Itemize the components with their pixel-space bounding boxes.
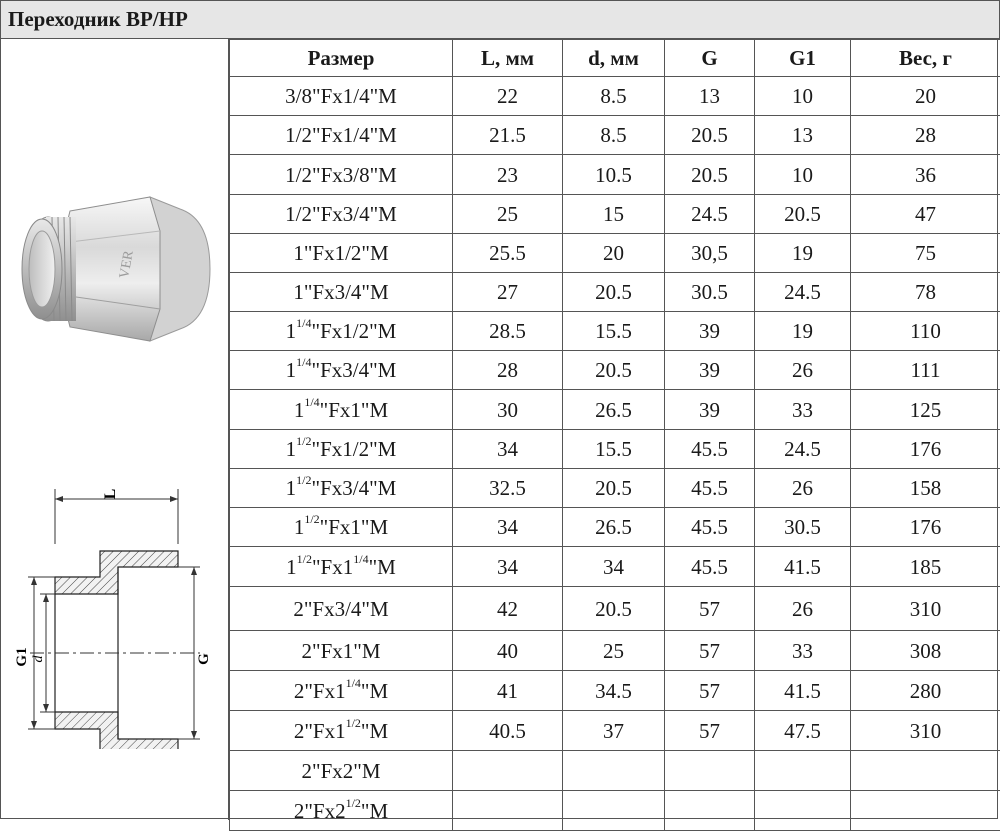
cell-weight: 185: [851, 547, 1000, 587]
cell-G: 30,5: [665, 234, 755, 273]
fitting-photo: [0, 119, 229, 379]
size-a: 1: [286, 555, 297, 579]
cell-G: 45.5: [665, 508, 755, 547]
cell-d: 20: [563, 234, 665, 273]
size-sup: 1/4: [296, 355, 311, 369]
cell-d: 26.5: [563, 390, 665, 430]
size-b: "Fx1/2"M: [312, 437, 397, 461]
size-a: 1: [294, 515, 305, 539]
size-sup2: 1/4: [353, 552, 368, 566]
page-title: Переходник ВР/НР: [8, 6, 188, 32]
size-b: "M: [361, 679, 388, 703]
lower-wall: [55, 712, 178, 749]
cell-G: 57: [665, 631, 755, 671]
size-sup: 1/4: [346, 676, 361, 690]
cell-d: 20.5: [563, 587, 665, 631]
cell-d: 8.5: [563, 116, 665, 155]
cell-d: [563, 791, 665, 831]
size-a: 1/2"Fx1/4"M: [285, 123, 397, 147]
size-a: 1: [286, 319, 297, 343]
cell-L: 28.5: [453, 312, 563, 351]
spec-table: [229, 39, 1000, 831]
size-sup: 1/2: [296, 434, 311, 448]
size-b: "M: [361, 719, 388, 743]
table-row: [230, 116, 1000, 155]
cell-weight: 310: [851, 711, 1000, 751]
cell-L: 41: [453, 671, 563, 711]
cell-weight: 28: [851, 116, 1000, 155]
size-a: 1: [286, 437, 297, 461]
cell-d: 8.5: [563, 77, 665, 116]
size-sup: 1/2: [297, 552, 312, 566]
cell-size: [230, 351, 453, 390]
thread-bore: [29, 231, 55, 307]
cell-L: 42: [453, 587, 563, 631]
illustration-panel: [0, 39, 229, 820]
cell-G: 57: [665, 671, 755, 711]
size-sup: 1/4: [304, 395, 319, 409]
size-a: 2"Fx1: [294, 679, 346, 703]
size-b: "Fx1/2"M: [312, 319, 397, 343]
cell-L: 28: [453, 351, 563, 390]
cell-G: 20.5: [665, 116, 755, 155]
header-d: d, мм: [563, 40, 665, 77]
table-row: [230, 390, 1000, 430]
table-row: [230, 312, 1000, 351]
table-row: [230, 77, 1000, 116]
cell-size: [230, 631, 453, 671]
size-a: 1/2"Fx3/4"M: [285, 202, 397, 226]
cell-weight: 158: [851, 469, 1000, 508]
cell-G: [665, 751, 755, 791]
cell-weight: 280: [851, 671, 1000, 711]
cell-G1: [755, 751, 851, 791]
cell-d: 15.5: [563, 430, 665, 469]
size-b: "M: [361, 799, 388, 823]
cell-G1: 10: [755, 155, 851, 195]
table-row: [230, 430, 1000, 469]
label-G1: G1: [14, 647, 30, 666]
table-row: [230, 631, 1000, 671]
cell-G: 13: [665, 77, 755, 116]
cell-weight: 20: [851, 77, 1000, 116]
cell-G: 39: [665, 351, 755, 390]
cell-size: [230, 234, 453, 273]
table-row: [230, 671, 1000, 711]
cell-L: 25.5: [453, 234, 563, 273]
cell-size: [230, 390, 453, 430]
size-sup: 1/2: [304, 512, 319, 526]
cell-G: [665, 791, 755, 831]
cell-weight: [851, 751, 1000, 791]
cell-d: 15.5: [563, 312, 665, 351]
cell-G1: 41.5: [755, 671, 851, 711]
cell-G1: 30.5: [755, 508, 851, 547]
size-a: 1: [286, 476, 297, 500]
cell-size: [230, 547, 453, 587]
cell-weight: 125: [851, 390, 1000, 430]
table-row: [230, 791, 1000, 831]
cell-size: [230, 430, 453, 469]
cell-weight: 308: [851, 631, 1000, 671]
table-row: [230, 234, 1000, 273]
size-sup: 1/2: [346, 796, 361, 810]
cell-weight: 36: [851, 155, 1000, 195]
cell-L: 21.5: [453, 116, 563, 155]
cell-d: [563, 751, 665, 791]
size-a: 2"Fx2"M: [302, 759, 381, 783]
cell-size: [230, 671, 453, 711]
cell-d: 10.5: [563, 155, 665, 195]
cell-d: 34: [563, 547, 665, 587]
table-row: [230, 508, 1000, 547]
table-row: [230, 751, 1000, 791]
cell-L: [453, 791, 563, 831]
size-sup: 1/4: [296, 316, 311, 330]
size-a: 2"Fx1"M: [302, 639, 381, 663]
size-b: "Fx1"M: [320, 398, 389, 422]
header-L: L, мм: [453, 40, 563, 77]
cell-size: [230, 711, 453, 751]
technical-drawing: [0, 469, 229, 749]
cell-G1: [755, 791, 851, 831]
label-d: d: [31, 655, 46, 663]
cell-G: 39: [665, 312, 755, 351]
size-b: "Fx1"M: [320, 515, 389, 539]
cell-weight: [851, 791, 1000, 831]
cell-G1: 10: [755, 77, 851, 116]
label-G: G: [196, 653, 212, 665]
cell-L: 30: [453, 390, 563, 430]
cell-G: 30.5: [665, 273, 755, 312]
table-row: [230, 587, 1000, 631]
size-b: "Fx3/4"M: [312, 358, 397, 382]
size-a: 1"Fx1/2"M: [293, 241, 388, 265]
header-G1: G1: [755, 40, 851, 77]
table-row: [230, 155, 1000, 195]
size-b: "Fx3/4"M: [312, 476, 397, 500]
size-a: 1: [286, 358, 297, 382]
size-c: "M: [369, 555, 396, 579]
cell-size: [230, 587, 453, 631]
size-a: 2"Fx3/4"M: [293, 597, 388, 621]
cell-G: 24.5: [665, 195, 755, 234]
cell-weight: 47: [851, 195, 1000, 234]
cell-weight: 310: [851, 587, 1000, 631]
cell-size: [230, 155, 453, 195]
cell-G1: 26: [755, 587, 851, 631]
cell-G1: 24.5: [755, 430, 851, 469]
cell-G1: 26: [755, 351, 851, 390]
label-L: L: [102, 489, 119, 500]
cell-G1: 24.5: [755, 273, 851, 312]
size-a: 1"Fx3/4"M: [293, 280, 388, 304]
cell-d: 15: [563, 195, 665, 234]
cell-size: [230, 469, 453, 508]
title-bar: [0, 0, 1000, 39]
cell-size: [230, 508, 453, 547]
cell-size: [230, 195, 453, 234]
cell-L: 40.5: [453, 711, 563, 751]
cell-weight: 111: [851, 351, 1000, 390]
cell-size: [230, 791, 453, 831]
cell-L: 34: [453, 430, 563, 469]
cell-G: 39: [665, 390, 755, 430]
cell-G: 45.5: [665, 547, 755, 587]
cell-size: [230, 751, 453, 791]
cell-L: 32.5: [453, 469, 563, 508]
cell-d: 20.5: [563, 469, 665, 508]
cell-G1: 33: [755, 631, 851, 671]
cell-weight: 78: [851, 273, 1000, 312]
upper-wall: [55, 551, 178, 594]
cell-L: 34: [453, 547, 563, 587]
cell-d: 25: [563, 631, 665, 671]
table-row: [230, 195, 1000, 234]
size-a: 1: [294, 398, 305, 422]
brand-mark: VER: [117, 249, 137, 280]
cell-G: 57: [665, 587, 755, 631]
cell-L: 34: [453, 508, 563, 547]
cell-G: 45.5: [665, 430, 755, 469]
cell-weight: 176: [851, 430, 1000, 469]
cell-d: 20.5: [563, 351, 665, 390]
table-row: [230, 711, 1000, 751]
header-G: G: [665, 40, 755, 77]
cell-L: 23: [453, 155, 563, 195]
size-a: 2"Fx2: [294, 799, 346, 823]
cell-G1: 20.5: [755, 195, 851, 234]
cell-d: 26.5: [563, 508, 665, 547]
cell-G1: 33: [755, 390, 851, 430]
table-header-row: [230, 40, 1000, 77]
hex-body: [62, 197, 160, 341]
table-row: [230, 273, 1000, 312]
cell-L: 27: [453, 273, 563, 312]
size-a: 3/8"Fx1/4"M: [285, 84, 397, 108]
table-row: [230, 351, 1000, 390]
table-row: [230, 547, 1000, 587]
cell-weight: 176: [851, 508, 1000, 547]
cell-d: 34.5: [563, 671, 665, 711]
size-a: 2"Fx1: [294, 719, 346, 743]
cell-size: [230, 312, 453, 351]
cell-G: 20.5: [665, 155, 755, 195]
size-b: "Fx1: [312, 555, 353, 579]
cell-size: [230, 116, 453, 155]
cell-L: 40: [453, 631, 563, 671]
header-size: Размер: [230, 40, 453, 77]
cell-G1: 13: [755, 116, 851, 155]
size-a: 1/2"Fx3/8"M: [285, 163, 397, 187]
table-row: [230, 469, 1000, 508]
cell-G1: 41.5: [755, 547, 851, 587]
cell-G1: 19: [755, 234, 851, 273]
cell-G1: 47.5: [755, 711, 851, 751]
cell-G: 45.5: [665, 469, 755, 508]
cell-size: [230, 273, 453, 312]
size-sup: 1/2: [346, 716, 361, 730]
cell-G1: 26: [755, 469, 851, 508]
cell-L: 25: [453, 195, 563, 234]
cell-weight: 75: [851, 234, 1000, 273]
cell-L: [453, 751, 563, 791]
cell-L: 22: [453, 77, 563, 116]
cell-d: 20.5: [563, 273, 665, 312]
cell-size: [230, 77, 453, 116]
size-sup: 1/2: [296, 473, 311, 487]
header-weight: Вес, г: [851, 40, 1000, 77]
cell-weight: 110: [851, 312, 1000, 351]
cell-G1: 19: [755, 312, 851, 351]
cell-G: 57: [665, 711, 755, 751]
cell-d: 37: [563, 711, 665, 751]
